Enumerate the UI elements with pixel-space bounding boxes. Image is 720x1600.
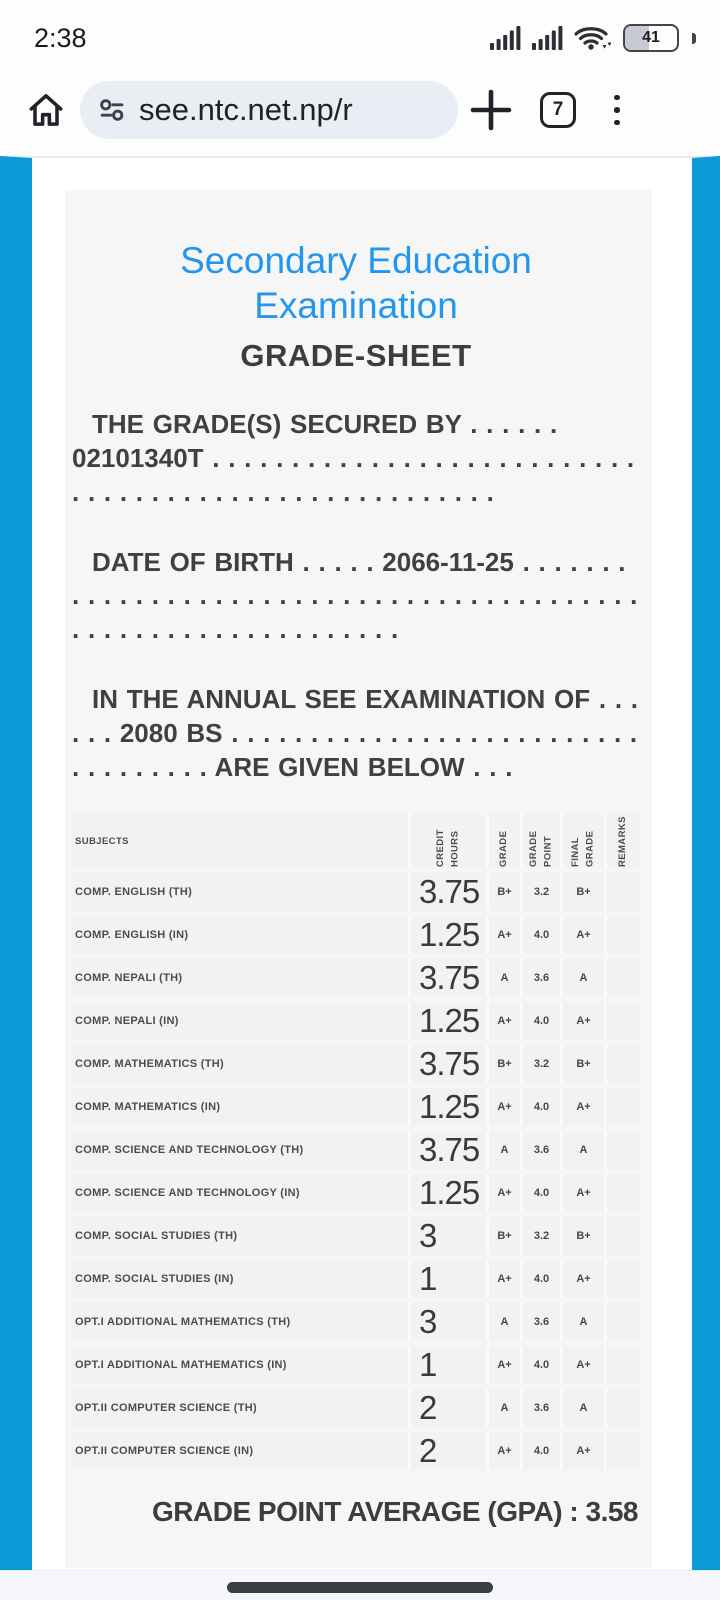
cell-final-grade: A+: [560, 916, 604, 954]
cell-credit-hours: 2: [408, 1432, 486, 1470]
cell-credit-hours: 3.75: [408, 1045, 486, 1083]
url-bar[interactable]: [80, 81, 458, 139]
menu-button[interactable]: [606, 91, 628, 130]
kebab-menu-icon: [614, 95, 620, 101]
cell-grade: A: [486, 1389, 520, 1427]
cell-subject: COMP. ENGLISH (TH): [75, 886, 193, 899]
cell-grade: A+: [486, 1260, 520, 1298]
cell-credit-hours: 3.75: [408, 959, 486, 997]
cell-final-grade: B+: [560, 1045, 604, 1083]
cell-grade-point: 3.6: [520, 1303, 560, 1341]
cell-grade-point: 3.6: [520, 1131, 560, 1169]
cellular-signal-icon: [490, 26, 521, 51]
cell-grade-point: 3.2: [520, 1217, 560, 1255]
table-row: [72, 1174, 640, 1212]
cell-remarks: [604, 916, 640, 954]
cell-remarks: [604, 1260, 640, 1298]
cell-grade: A+: [486, 1088, 520, 1126]
cell-credit-hours: 1.25: [408, 1088, 486, 1126]
header-subjects: SUBJECTS: [75, 835, 129, 847]
cell-final-grade: A: [560, 1389, 604, 1427]
cell-credit-hours: 2: [408, 1389, 486, 1427]
gpa-line: GRADE POINT AVERAGE (GPA) : 3.58: [152, 1496, 638, 1528]
cell-grade: A+: [486, 1174, 520, 1212]
cell-grade: B+: [486, 1045, 520, 1083]
cell-grade-point: 3.2: [520, 1045, 560, 1083]
cell-credit-hours: 1.25: [408, 1174, 486, 1212]
cell-remarks: [604, 1389, 640, 1427]
header-final-grade: FINAL GRADE: [560, 814, 604, 868]
battery-icon: [623, 24, 679, 52]
table-row: [72, 1303, 640, 1341]
header-remarks: REMARKS: [604, 814, 640, 868]
cell-final-grade: A+: [560, 1432, 604, 1470]
cell-final-grade: B+: [560, 1217, 604, 1255]
grades-table: [72, 814, 640, 1470]
cell-remarks: [604, 1346, 640, 1384]
system-navigation-bar: [0, 1570, 720, 1600]
cell-subject: COMP. MATHEMATICS (TH): [75, 1058, 224, 1071]
wifi-icon: [574, 25, 612, 51]
table-row: [72, 1217, 640, 1255]
cell-subject: COMP. MATHEMATICS (IN): [75, 1101, 221, 1114]
cell-subject: COMP. NEPALI (TH): [75, 972, 183, 985]
cell-grade-point: 3.2: [520, 873, 560, 911]
battery-percent: 41: [642, 29, 660, 46]
cell-grade-point: 4.0: [520, 1346, 560, 1384]
cell-credit-hours: 1.25: [408, 916, 486, 954]
header-grade: GRADE: [486, 814, 520, 868]
exam-year-paragraph: IN THE ANNUAL SEE EXAMINATION OF . . . . . . 2080 BS . . . . . . . . . . . . . . . . . . . . . . . . . . . . . . . . . . . ARE GIVEN BELOW . . .: [72, 684, 638, 782]
tune-icon: [98, 96, 126, 124]
status-icons: [490, 24, 696, 52]
cell-grade-point: 4.0: [520, 1174, 560, 1212]
cell-grade: A+: [486, 1432, 520, 1470]
table-row: [72, 1389, 640, 1427]
table-row: [72, 1346, 640, 1384]
table-row: [72, 1088, 640, 1126]
cell-final-grade: A+: [560, 1174, 604, 1212]
cell-remarks: [604, 959, 640, 997]
cell-grade-point: 4.0: [520, 1260, 560, 1298]
cell-subject: COMP. SCIENCE AND TECHNOLOGY (TH): [75, 1144, 304, 1157]
cell-credit-hours: 3: [408, 1217, 486, 1255]
cell-remarks: [604, 1131, 640, 1169]
cell-final-grade: A: [560, 1131, 604, 1169]
cellular-signal-icon: [532, 26, 563, 51]
cell-final-grade: A+: [560, 1002, 604, 1040]
cell-subject: OPT.II COMPUTER SCIENCE (TH): [75, 1402, 257, 1415]
cell-grade-point: 3.6: [520, 1389, 560, 1427]
cell-credit-hours: 1: [408, 1346, 486, 1384]
sheet-type-heading: GRADE-SHEET: [240, 338, 472, 374]
table-row: [72, 959, 640, 997]
browser-toolbar: [0, 70, 720, 156]
cell-credit-hours: 3.75: [408, 1131, 486, 1169]
table-row: [72, 1432, 640, 1470]
cell-credit-hours: 1.25: [408, 1002, 486, 1040]
secured-by-paragraph: THE GRADE(S) SECURED BY . . . . . . 02101340T . . . . . . . . . . . . . . . . . . . . . . . . . . . . . . . . . . . . . . . . . . . . . . . . . . . . . .: [72, 409, 635, 507]
table-header-row: [72, 814, 640, 868]
table-row: [72, 1045, 640, 1083]
cell-credit-hours: 3.75: [408, 873, 486, 911]
cell-remarks: [604, 1174, 640, 1212]
cell-subject: COMP. NEPALI (IN): [75, 1015, 179, 1028]
url-text: see.ntc.net.np/r: [139, 92, 353, 127]
date-of-birth-paragraph: DATE OF BIRTH . . . . . 2066-11-25 . . . . . . . . . . . . . . . . . . . . . . . . . . . . . . . . . . . . . . . . . . . . . . . . . . . . . . . . . . . . . . . .: [72, 546, 638, 645]
header-credit-hours: CREDIT HOURS: [408, 814, 486, 868]
tab-count: 7: [552, 99, 564, 120]
header-grade-point: GRADE POINT: [520, 814, 560, 868]
cell-subject: OPT.I ADDITIONAL MATHEMATICS (IN): [75, 1359, 287, 1372]
gesture-handle[interactable]: [227, 1582, 493, 1593]
table-row: [72, 1131, 640, 1169]
cell-subject: COMP. SOCIAL STUDIES (IN): [75, 1273, 234, 1286]
cell-subject: COMP. ENGLISH (IN): [75, 929, 189, 942]
cell-grade-point: 4.0: [520, 916, 560, 954]
cell-final-grade: A+: [560, 1088, 604, 1126]
battery-nub: [692, 33, 696, 44]
tab-switcher-button[interactable]: [540, 92, 576, 128]
cell-grade: A: [486, 1303, 520, 1341]
table-row: [72, 1260, 640, 1298]
cell-grade: A+: [486, 1346, 520, 1384]
cell-remarks: [604, 1303, 640, 1341]
cell-credit-hours: 1: [408, 1260, 486, 1298]
web-content[interactable]: [0, 156, 720, 1570]
cell-remarks: [604, 1432, 640, 1470]
cell-grade-point: 4.0: [520, 1002, 560, 1040]
new-tab-button[interactable]: [458, 87, 524, 133]
cell-credit-hours: 3: [408, 1303, 486, 1341]
cell-subject: OPT.II COMPUTER SCIENCE (IN): [75, 1445, 254, 1458]
cell-subject: COMP. SOCIAL STUDIES (TH): [75, 1230, 238, 1243]
cell-subject: COMP. SCIENCE AND TECHNOLOGY (IN): [75, 1187, 300, 1200]
cell-grade-point: 3.6: [520, 959, 560, 997]
table-row: [72, 873, 640, 911]
cell-grade-point: 4.0: [520, 1088, 560, 1126]
cell-subject: OPT.I ADDITIONAL MATHEMATICS (TH): [75, 1316, 291, 1329]
cell-grade: A+: [486, 916, 520, 954]
cell-grade: B+: [486, 873, 520, 911]
cell-grade: A: [486, 1131, 520, 1169]
status-time: 2:38: [34, 22, 87, 53]
home-button[interactable]: [20, 88, 72, 132]
cell-grade: B+: [486, 1217, 520, 1255]
cell-grade-point: 4.0: [520, 1432, 560, 1470]
cell-final-grade: A+: [560, 1346, 604, 1384]
cell-remarks: [604, 1002, 640, 1040]
home-icon: [24, 88, 68, 132]
cell-grade: A+: [486, 1002, 520, 1040]
cell-remarks: [604, 1045, 640, 1083]
cell-final-grade: A: [560, 1303, 604, 1341]
plus-icon: [468, 87, 514, 133]
cell-final-grade: A+: [560, 1260, 604, 1298]
cell-remarks: [604, 1217, 640, 1255]
cell-final-grade: B+: [560, 873, 604, 911]
cell-remarks: [604, 1088, 640, 1126]
cell-remarks: [604, 873, 640, 911]
grade-sheet-card: [65, 190, 652, 1568]
cell-final-grade: A: [560, 959, 604, 997]
table-row: [72, 916, 640, 954]
page-title: Secondary Education Examination: [180, 240, 532, 327]
cell-grade: A: [486, 959, 520, 997]
table-row: [72, 1002, 640, 1040]
status-bar: [0, 0, 720, 70]
